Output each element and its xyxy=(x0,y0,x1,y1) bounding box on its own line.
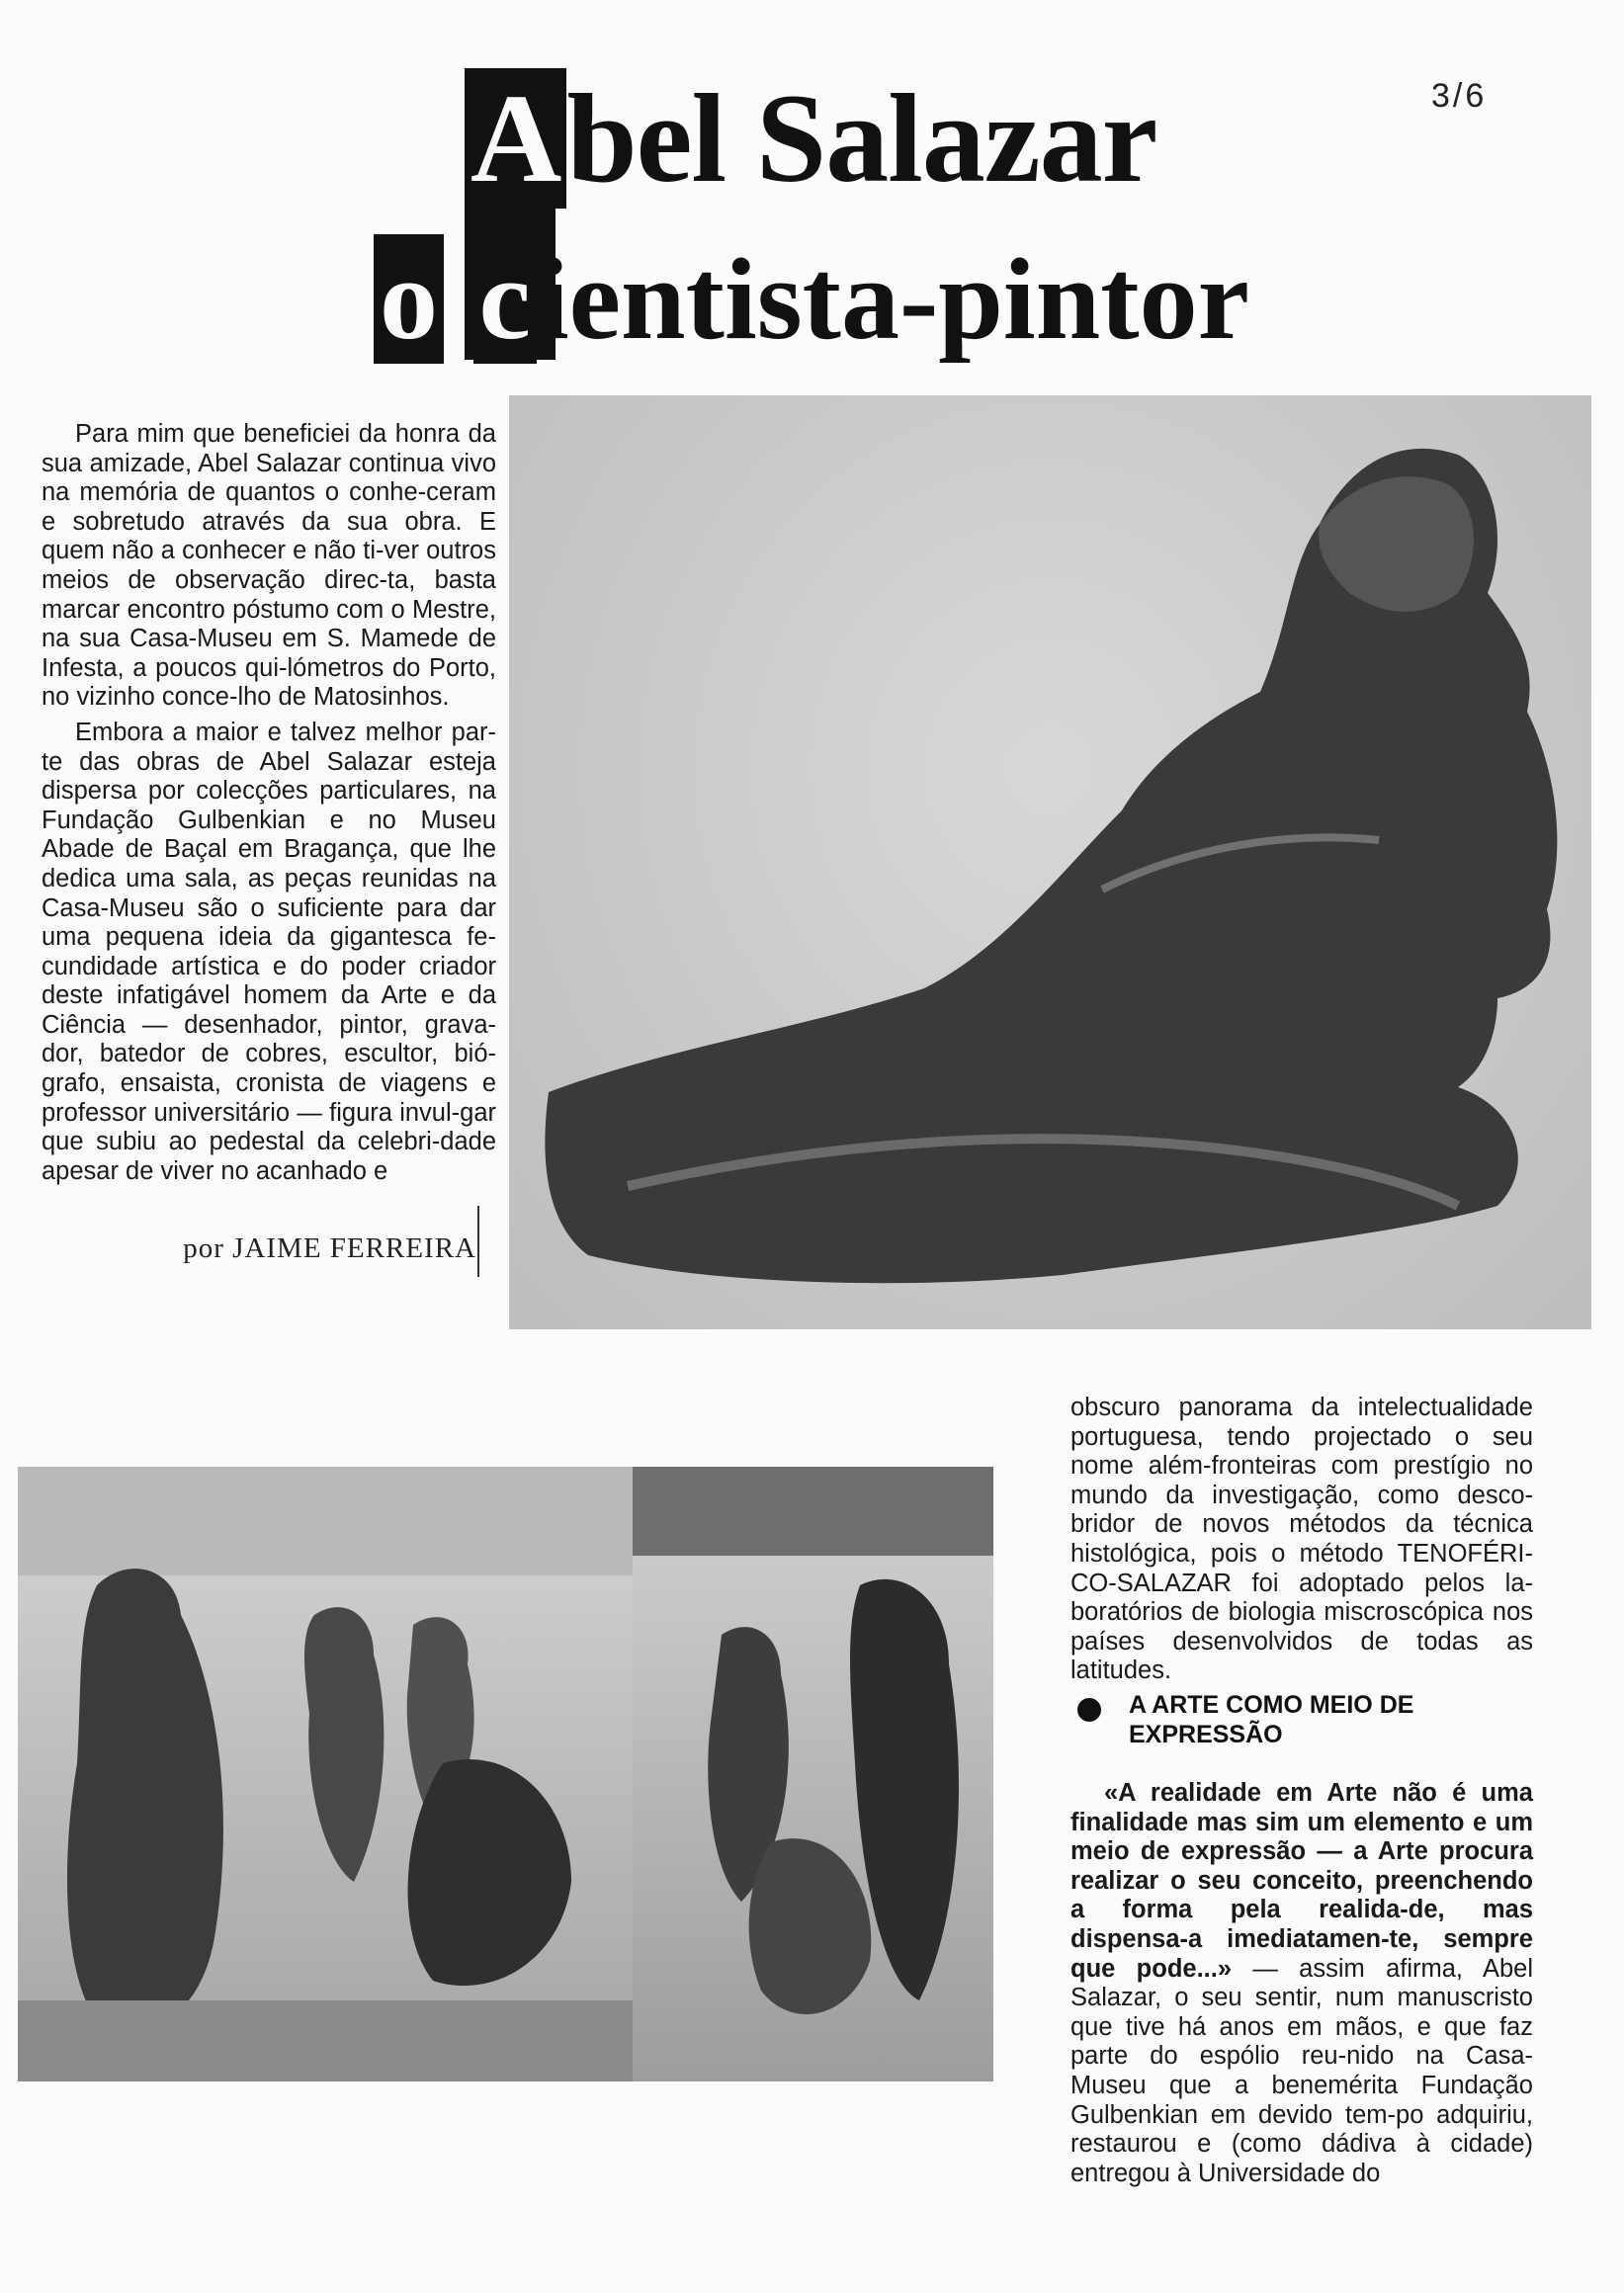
title-initial-a: A xyxy=(465,68,566,209)
right-continuation: obscuro panorama da intelectualidade portuguesa, tendo projectado o seu nome além-fronteiras com prestígio no mundo da investigação, como desco-bridor de novos métodos da técnica histológica, pois o método TENOFÉRI-CO-SALAZAR foi adoptado pelos la-boratórios de biologia miscroscópica nos países desenvolvidos de todas as latitudes. xyxy=(1070,1394,1533,1685)
painting-left xyxy=(18,1467,639,2081)
painting-right xyxy=(633,1467,993,2081)
section-bullet-icon xyxy=(1077,1698,1101,1722)
left-paragraph-2: Embora a maior e talvez melhor par-te das obras de Abel Salazar esteja dispersa por colecções particulares, na Fundação Gulbenkian e no Museu Abade de Baçal em Bragança, que lhe dedica uma sala, as peças reunidas na Casa-Museu são o suficiente para dar uma pequena ideia da gigantesca fe-cundidade artística e do poder criador deste infatigável homem da Arte e da Ciência — desenhador, pintor, grava-dor, batedor de cobres, escultor, bió-grafo, ensaista, cronista de viagens e professor universitário — figura invul-gar que subiu ao pedestal da celebri-dade apesar de viver no acanhado e xyxy=(42,718,496,1185)
painting-figure-2 xyxy=(304,1607,384,1882)
painting-figure-7 xyxy=(749,1838,872,2014)
left-column xyxy=(42,420,496,1186)
painting-figure-1 xyxy=(67,1569,223,2031)
left-paragraph-1: Para mim que beneficiei da honra da sua amizade, Abel Salazar continua vivo na memória de quantos o conhe-ceram e sobretudo através da sua obra. E quem não a conhecer e não ti-ver outros meios de observação direc-ta, basta marcar encontro póstumo com o Mestre, na sua Casa-Museu em S. Mamede de Infesta, a poucos qui-lómetros do Porto, no vizinho conce-lho de Matosinhos. xyxy=(42,420,496,712)
byline-rule xyxy=(477,1206,479,1277)
quote-paragraph xyxy=(1070,1779,1533,2188)
right-column xyxy=(1070,1394,1533,1686)
byline: por JAIME FERREIRA xyxy=(183,1232,476,1264)
sculpture-photo xyxy=(509,395,1591,1329)
page-number: 3/6 xyxy=(1431,77,1488,115)
title-initial-c: c xyxy=(473,234,537,364)
title-word-o: o xyxy=(374,234,444,364)
title-line-2-rest: ientista-pintor xyxy=(536,234,1249,364)
quote-rest: — assim afirma, Abel Salazar, o seu sentir, num manuscristo que tive há anos em mãos, e que faz parte do espólio reu-nido na Casa-Museu que a benemérita Fundação Gulbenkian em devido tem-po adquiriu, restaurou e (como dádiva à cidade) entregou à Universidade do xyxy=(1070,1954,1533,2187)
section-heading: A ARTE COMO MEIO DE EXPRESSÃO xyxy=(1129,1691,1414,1748)
title-line-2 xyxy=(374,235,1249,364)
quote-bold: «A realidade em Arte não é uma finalidade mas sim um elemento e um meio de expressão — a Arte procura realizar o seu conceito, preenchendo a forma pela realida-de, mas dispensa-a imediatamen-te, sempre que pode...» xyxy=(1070,1779,1533,1983)
painting-figure-4 xyxy=(408,1759,571,1986)
title-line-1-rest: bel Salazar xyxy=(566,68,1157,209)
title-line-1 xyxy=(465,69,1156,208)
